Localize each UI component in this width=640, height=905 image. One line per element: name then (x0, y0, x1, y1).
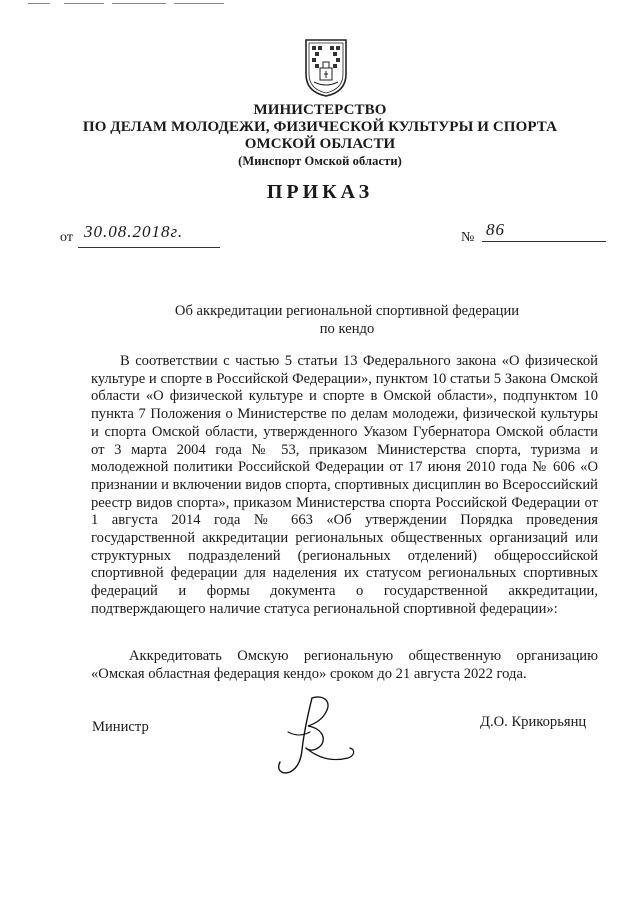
subject-line-2: по кендо (319, 321, 375, 337)
order-subject (150, 302, 544, 338)
signatory-position: Министр (92, 719, 149, 735)
order-number-underline (482, 241, 606, 242)
document-type-title: ПРИКАЗ (266, 181, 374, 203)
subject-line-1: Об аккредитации региональной спортивной федерации (174, 303, 520, 319)
order-date-label: от (60, 230, 73, 245)
signatory-name: Д.О. Крикорьянц (480, 714, 587, 730)
order-date-handwritten: 30.08.2018г. (84, 222, 184, 241)
order-number-handwritten: 86 (486, 220, 505, 239)
ministry-short-name: (Минспорт Омской области) (238, 154, 402, 168)
preamble-paragraph (91, 353, 598, 619)
ministry-name-line-1: МИНИСТЕРСТВО (253, 102, 387, 118)
order-number-label: № (461, 230, 475, 245)
ministry-name-line-3: ОМСКОЙ ОБЛАСТИ (244, 136, 396, 152)
ministry-name-line-2: ПО ДЕЛАМ МОЛОДЕЖИ, ФИЗИЧЕСКОЙ КУЛЬТУРЫ И СПОРТА (82, 119, 558, 135)
preamble-text: В соответствии с частью 5 статьи 13 Федерального закона «О физической культуре и спорте в Российской Федерации», пунктом 10 статьи 5 Закона Омской области «О физической культуре и спорте в Омской области», подпунктом 10 пункта 7 Положения о Министерстве по делам молодежи, физической культуры и спорта Омской области, утвержденного Указом Губернатора Омской области от 3 марта 2004 года № 53, приказом Министерства спорта, туризма и молодежной политики Российской Федерации от 17 июня 2010 года № 606 «О признании и включении видов спорта, спортивных дисциплин во Всероссийский реестр видов спорта», приказом Министерства спорта Российской Федерации от 1 августа 2014 года № 663 «Об утверждении Порядка проведения государственной аккредитации региональных общественных организаций или структурных подразделений (региональных отделений) общероссийской спортивной федерации для наделения их статусом региональных спортивных федераций и формы документа о государственной аккредитации, подтверждающего наличие статуса региональной спортивной федерации»: (91, 353, 598, 617)
resolution-text: Аккредитовать Омскую региональную общественную организацию «Омская областная федерация кендо» сроком до 21 августа 2022 года. (91, 648, 598, 682)
resolution-paragraph (91, 648, 598, 683)
scan-marks (28, 3, 228, 6)
order-date-underline (78, 247, 220, 248)
coat-of-arms-icon (304, 38, 348, 98)
handwritten-signature (268, 692, 358, 776)
